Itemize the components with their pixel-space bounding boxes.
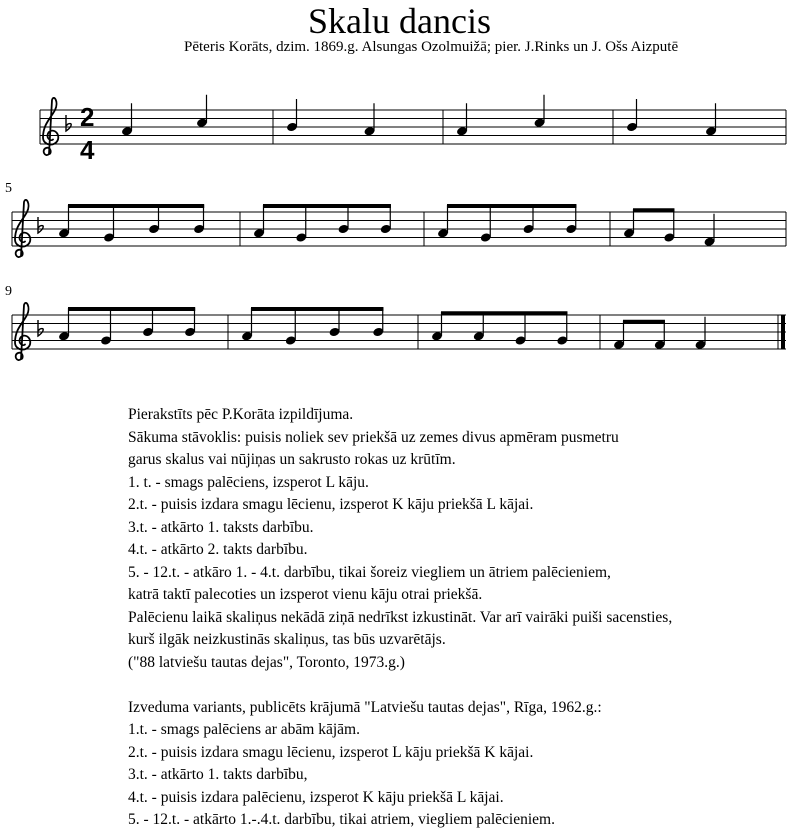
- flat-icon: [38, 217, 43, 233]
- description-line: 2.t. - puisis izdara smagu lēcienu, izsperot K kāju priekšā L kājai.: [128, 496, 534, 513]
- paragraph-gap: [128, 674, 672, 697]
- measure-number: 9: [5, 284, 12, 299]
- note-beam: [441, 311, 567, 315]
- variant-line: 1.t. - smags palēciens ar abām kājām.: [128, 721, 360, 738]
- variant-line: Izveduma variants, publicēts krājumā "Latviešu tautas dejas", Rīga, 1962.g.:: [128, 698, 602, 716]
- description-line: Palēcienu laikā skaliņus nekādā ziņā nedrīkst izkustināt. Var arī vairāki puiši sacensties,: [128, 608, 673, 626]
- flat-icon: [38, 320, 43, 336]
- note-beam: [251, 307, 383, 311]
- time-signature-bottom: 4: [80, 135, 95, 165]
- variant-line: 3.t. - atkārto 1. takts darbību,: [128, 766, 308, 783]
- note-beam: [447, 204, 576, 208]
- description-line: 3.t. - atkārto 1. taksts darbību.: [128, 518, 314, 536]
- description-line: garus skalus vai nūjiņas un sakrusto rokas uz krūtīm.: [128, 451, 456, 468]
- note-beam: [623, 320, 665, 324]
- flat-icon: [66, 115, 71, 131]
- description-line: 5. - 12.t. - atkāro 1. - 4.t. darbību, tikai šoreiz viegliem un ātriem palēcieniem,: [128, 563, 611, 581]
- description-line: ("88 latviešu tautas dejas", Toronto, 1973.g.): [128, 653, 405, 671]
- note-beam: [263, 204, 391, 208]
- dance-description: [128, 404, 672, 832]
- music-score: [0, 0, 799, 400]
- final-barline: [781, 315, 785, 349]
- note-beam: [68, 307, 195, 311]
- variant-line: 5. - 12.t. - atkārto 1.-.4.t. darbību, tikai atriem, viegliem palēcieniem.: [128, 811, 555, 828]
- measure-number: 5: [5, 181, 12, 196]
- description-line: 4.t. - atkārto 2. takts darbību.: [128, 541, 308, 558]
- variant-line: 2.t. - puisis izdara smagu lēcienu, izsperot L kāju priekšā K kājai.: [128, 743, 534, 761]
- description-line: Pierakstīts pēc P.Korāta izpildījuma.: [128, 406, 354, 423]
- note-beam: [633, 208, 674, 212]
- description-line: kurš ilgāk neizkustinās skaliņus, tas būs uzvarētājs.: [128, 631, 446, 648]
- description-line: 1. t. - smags palēciens, izsperot L kāju.: [128, 473, 369, 491]
- note-beam: [68, 204, 204, 208]
- description-line: Sākuma stāvoklis: puisis noliek sev priekšā uz zemes divus apmēram pusmetru: [128, 428, 619, 446]
- song-title: Skalu dancis: [308, 1, 491, 41]
- time-signature-top: 2: [80, 102, 95, 132]
- description-line: katrā taktī palecoties un izsperot vienu kāju otrai priekšā.: [128, 586, 483, 603]
- variant-line: 4.t. - puisis izdara palēcienu, izsperot K kāju priekšā L kājai.: [128, 788, 504, 806]
- song-source: Pēteris Korāts, dzim. 1869.g. Alsungas Ozolmuižā; pier. J.Rinks un J. Ošs Aizputē: [184, 39, 679, 55]
